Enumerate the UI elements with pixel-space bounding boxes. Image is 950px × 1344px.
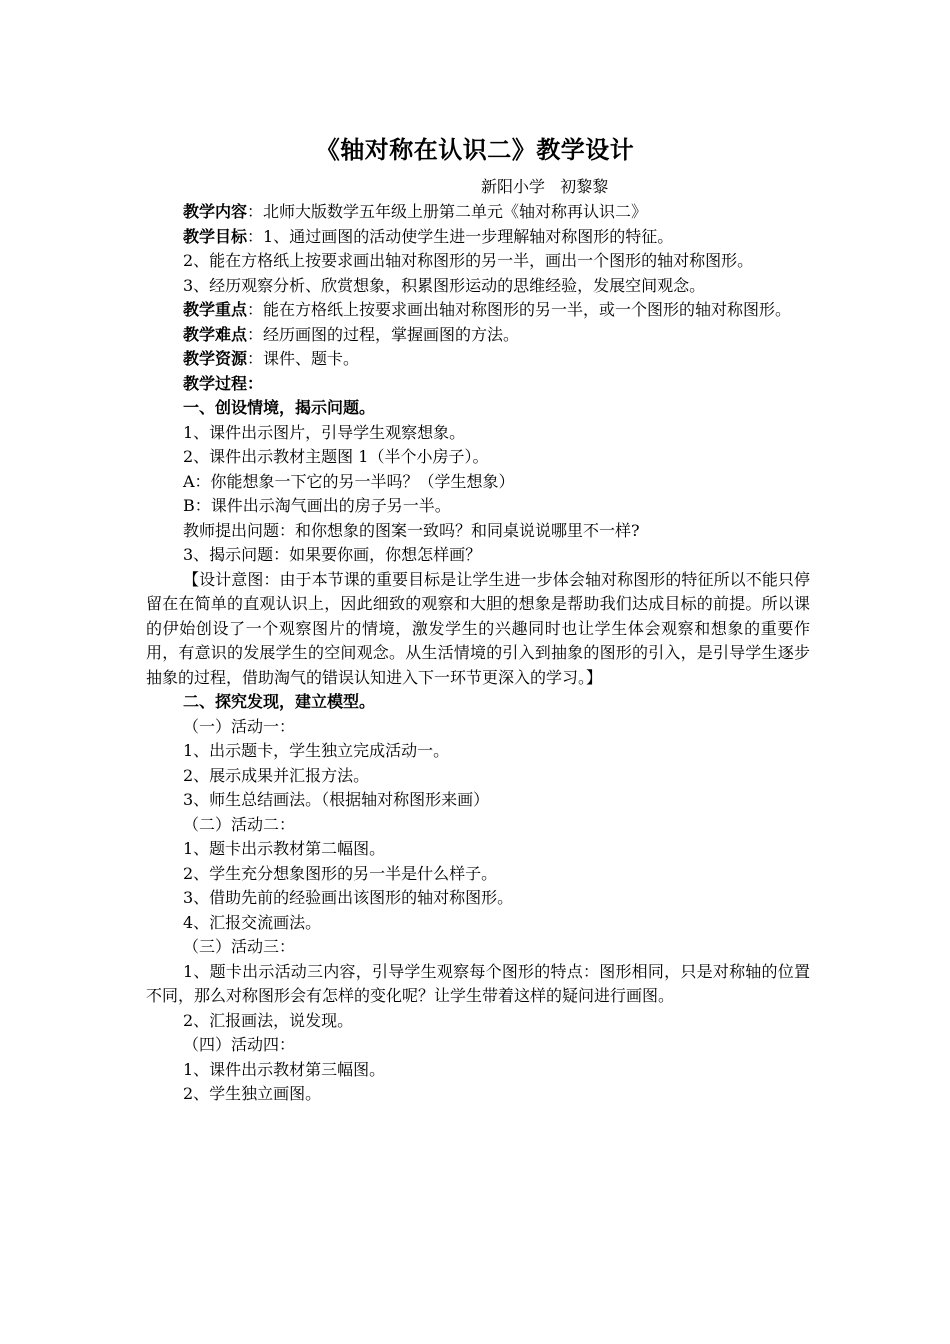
teaching-resources-value: ：课件、题卡。 — [247, 349, 360, 368]
teaching-content-label: 教学内容 — [183, 202, 248, 221]
teaching-process-label: 教学过程： — [183, 373, 264, 393]
teaching-goal — [146, 225, 810, 250]
teaching-difficulty-value: ：经历画图的过程，掌握画图的方法。 — [247, 324, 520, 344]
activity-3-line: 2、汇报画法，说发现。 — [183, 1010, 354, 1030]
activity-4-label: （四）活动四： — [183, 1035, 296, 1054]
design-intent: 【设计意图：由于本节课的重要目标是让学生进一步体会轴对称图形的特征所以不能只停留在在简单的直观认识上，因此细致的观察和大胆的想象是帮助我们达成目标的前提。所以课的伊始创设了一个观察图片的情境，激发学生的兴趣同时也让学生体会观察和想象的重要作用，有意识的发展学生的空间观念。从生活情境的引入到抽象的图形的引入，是引导学生逐步抽象的过程，借助淘气的错误认知进入下一环节更深入的学习。】 — [146, 569, 810, 687]
document-author: 新阳小学 初黎黎 — [481, 177, 609, 196]
activity-2-line: 1、题卡出示教材第二幅图。 — [183, 839, 386, 858]
activity-1-line: 3、师生总结画法。（根据轴对称图形来画） — [183, 790, 490, 809]
teaching-goal-2: 2、能在方格纸上按要求画出轴对称图形的另一半，画出一个图形的轴对称图形。 — [183, 251, 754, 270]
activity-1-label: （一）活动一： — [183, 716, 296, 736]
activity-1-line: 2、展示成果并汇报方法。 — [183, 765, 370, 785]
teaching-resources — [146, 347, 810, 372]
teaching-goal-value: ：1、通过画图的活动使学生进一步理解轴对称图形的特征。 — [247, 226, 674, 246]
teaching-key-point-value: ：能在方格纸上按要求画出轴对称图形的另一半，或一个图形的轴对称图形。 — [247, 300, 792, 319]
teaching-goal-3: 3、经历观察分析、欣赏想象，积累图形运动的思维经验，发展空间观念。 — [183, 275, 706, 295]
document-title: 《轴对称在认识二》教学设计 — [315, 135, 635, 164]
teaching-resources-label: 教学资源 — [183, 349, 248, 368]
teaching-content — [146, 200, 810, 225]
section-1-heading: 一、创设情境，揭示问题。 — [183, 398, 376, 417]
section-1-line: A：你能想象一下它的另一半吗？（学生想象） — [183, 471, 515, 491]
teaching-difficulty-label: 教学难点 — [183, 324, 248, 344]
teaching-difficulty — [146, 323, 810, 348]
activity-4-line: 1、课件出示教材第三幅图。 — [183, 1059, 386, 1079]
section-1-line: 3、揭示问题：如果要你画，你想怎样画？ — [183, 545, 482, 564]
activity-3-label: （三）活动三： — [183, 937, 296, 956]
section-1-line: B：课件出示淘气画出的房子另一半。 — [183, 496, 451, 515]
activity-2-line: 2、学生充分想象图形的另一半是什么样子。 — [183, 863, 498, 883]
activity-2-label: （二）活动二： — [183, 814, 296, 834]
activity-1-line: 1、出示题卡，学生独立完成活动一。 — [183, 741, 450, 760]
teaching-content-value: ：北师大版数学五年级上册第二单元《轴对称再认识二》 — [247, 202, 648, 221]
document-body — [146, 200, 810, 1107]
teaching-goal-label: 教学目标 — [183, 226, 248, 246]
teaching-key-point-label: 教学重点 — [183, 300, 248, 319]
section-1-line: 教师提出问题：和你想象的图案一致吗？和同桌说说哪里不一样? — [183, 520, 640, 540]
activity-2-line: 4、汇报交流画法。 — [183, 912, 322, 932]
teaching-key-point — [146, 298, 810, 323]
activity-3-line: 1、题卡出示活动三内容，引导学生观察每个图形的特点：图形相同，只是对称轴的位置不同，那么对称图形会有怎样的变化呢？让学生带着这样的疑问进行画图。 — [146, 961, 810, 1005]
section-1-line: 2、课件出示教材主题图 1（半个小房子）。 — [183, 447, 489, 466]
section-1-line: 1、课件出示图片，引导学生观察想象。 — [183, 422, 466, 442]
activity-2-line: 3、借助先前的经验画出该图形的轴对称图形。 — [183, 888, 514, 907]
activity-4-line: 2、学生独立画图。 — [183, 1084, 322, 1103]
section-2-heading: 二、探究发现，建立模型。 — [183, 692, 376, 711]
